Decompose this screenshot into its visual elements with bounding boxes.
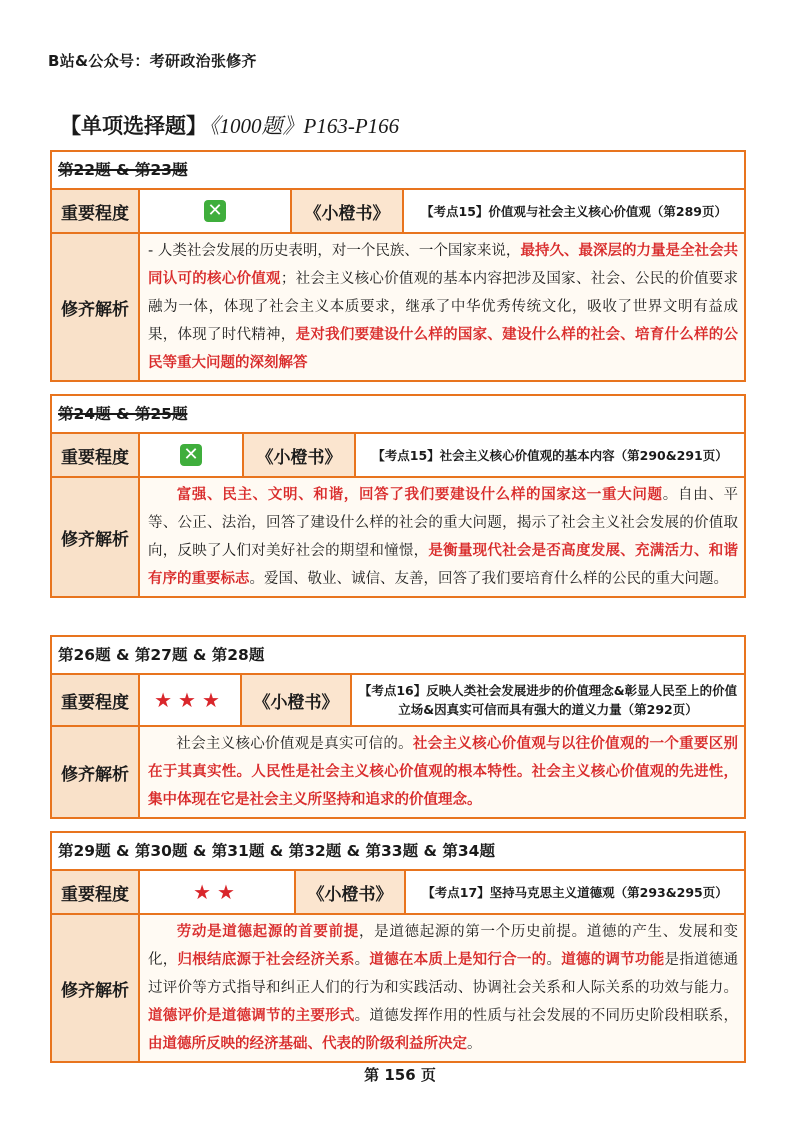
- highlight-text: 道德在本质上是知行合一的: [369, 952, 547, 968]
- analysis-row: [52, 915, 744, 1061]
- cross-icon: ✕: [204, 200, 226, 222]
- highlight-text: 由道德所反映的经济基础、代表的阶级利益所决定: [148, 1036, 467, 1052]
- body-text: 。: [354, 952, 370, 968]
- importance-row: [52, 434, 744, 478]
- importance-label: 重要程度: [52, 871, 140, 913]
- importance-mark: [140, 434, 244, 476]
- highlight-text: 最持久、最深层的力量是全社会共同认可的核心价值观: [148, 243, 739, 287]
- analysis-row: [52, 727, 744, 817]
- importance-label: 重要程度: [52, 675, 140, 725]
- page-header: B站&公众号：考研政治张修齐: [48, 52, 257, 70]
- importance-mark: [140, 871, 296, 913]
- importance-label: 重要程度: [52, 434, 140, 476]
- book-label: 《小橙书》: [242, 675, 352, 725]
- highlight-text: 是衡量现代社会是否高度发展、充满活力、和谐有序的重要标志: [148, 543, 739, 587]
- importance-row: [52, 675, 744, 727]
- body-text: - 人类社会发展的历史表明，对一个民族、一个国家来说，: [148, 243, 521, 259]
- analysis-row: [52, 478, 744, 596]
- analysis-text: [140, 234, 744, 380]
- analysis-label: 修齐解析: [52, 234, 140, 380]
- body-text: 社会主义核心价值观是真实可信的。: [176, 736, 413, 752]
- analysis-text: [140, 915, 744, 1061]
- card-title: [52, 637, 744, 675]
- body-text: ，是道德起源的第一个历史前提。道德的产生、发展和变化，: [148, 924, 739, 968]
- highlight-text: 社会主义核心价值观与以往价值观的一个重要区别在于其真实性。人民性是社会主义核心价值观的根本特性。社会主义核心价值观的先进性，集中体现在它是社会主义所坚持和追求的价值理念。: [148, 736, 738, 808]
- body-text: 。道德发挥作用的性质与社会发展的不同历史阶段相联系，: [354, 1008, 739, 1024]
- importance-row: [52, 871, 744, 915]
- card-title: [52, 396, 744, 434]
- page-number: 第 156 页: [364, 1066, 436, 1084]
- section-title: [60, 110, 399, 140]
- card-title: [52, 833, 744, 871]
- analysis-text: [140, 478, 744, 596]
- body-text: 是指道德通过评价等方式指导和纠正人们的行为和实践活动、协调社会关系和人际关系的功效与能力。: [148, 952, 739, 996]
- exam-point: 【考点15】价值观与社会主义核心价值观（第289页）: [421, 203, 727, 219]
- question-card-22-23: [50, 150, 746, 382]
- book-label: 《小橙书》: [296, 871, 406, 913]
- cross-icon: ✕: [180, 444, 202, 466]
- card-title: [52, 152, 744, 190]
- card-title-text: 第29题 & 第30题 & 第31题 & 第32题 & 第33题 & 第34题: [58, 842, 495, 860]
- card-title-text: 第26题 & 第27题 & 第28题: [58, 646, 265, 664]
- star-rating: ★★: [193, 880, 241, 904]
- importance-mark: [140, 190, 292, 232]
- body-text: 。自由、平等、公正、法治，回答了建设什么样的社会的重大问题，揭示了社会主义社会发展的价值取向，反映了人们对美好社会的期望和憧憬，: [148, 487, 739, 559]
- book-label: 《小橙书》: [292, 190, 404, 232]
- card-title-text: 第22题 & 第23题: [58, 161, 188, 179]
- book-label: 《小橙书》: [244, 434, 356, 476]
- card-title-text: 第24题 & 第25题: [58, 405, 188, 423]
- analysis-label: 修齐解析: [52, 915, 140, 1061]
- exam-point: 【考点17】坚持马克思主义道德观（第293&295页）: [422, 884, 728, 900]
- question-card-24-25: [50, 394, 746, 598]
- question-card-26-28: [50, 635, 746, 819]
- exam-point: 【考点15】社会主义核心价值观的基本内容（第290&291页）: [372, 447, 728, 463]
- star-rating: ★★★: [154, 688, 226, 712]
- body-text: 。: [467, 1036, 482, 1052]
- analysis-row: [52, 234, 744, 380]
- analysis-text: [140, 727, 744, 817]
- exam-point: 【考点16】反映人类社会发展进步的价值理念&彰显人民至上的价值立场&因真实可信而具有强大的道义力量（第292页）: [358, 683, 738, 717]
- highlight-text: 是对我们要建设什么样的国家、建设什么样的社会、培育什么样的公民等重大问题的深刻解答: [148, 327, 739, 371]
- highlight-text: 归根结底源于社会经济关系: [177, 952, 355, 968]
- section-title-main: 【单项选择题】: [60, 114, 207, 138]
- importance-mark: [140, 675, 242, 725]
- question-card-29-34: [50, 831, 746, 1063]
- body-text: 。爱国、敬业、诚信、友善，回答了我们要培育什么样的公民的重大问题。: [249, 571, 728, 587]
- analysis-label: 修齐解析: [52, 727, 140, 817]
- body-text: 。: [546, 952, 562, 968]
- body-text: ；社会主义核心价值观的基本内容把涉及国家、社会、公民的价值要求融为一体，体现了社会主义本质要求，继承了中华优秀传统文化，吸收了世界文明有益成果，体现了时代精神，: [148, 271, 739, 343]
- importance-row: [52, 190, 744, 234]
- highlight-text: 道德的调节功能: [561, 952, 665, 968]
- highlight-text: 道德评价是道德调节的主要形式: [148, 1008, 355, 1024]
- analysis-label: 修齐解析: [52, 478, 140, 596]
- importance-label: 重要程度: [52, 190, 140, 232]
- highlight-text: 劳动是道德起源的首要前提: [176, 924, 359, 940]
- section-title-sub: 《1000题》P163-P166: [209, 114, 400, 138]
- highlight-text: 富强、民主、文明、和谐，回答了我们要建设什么样的国家这一重大问题: [176, 487, 663, 503]
